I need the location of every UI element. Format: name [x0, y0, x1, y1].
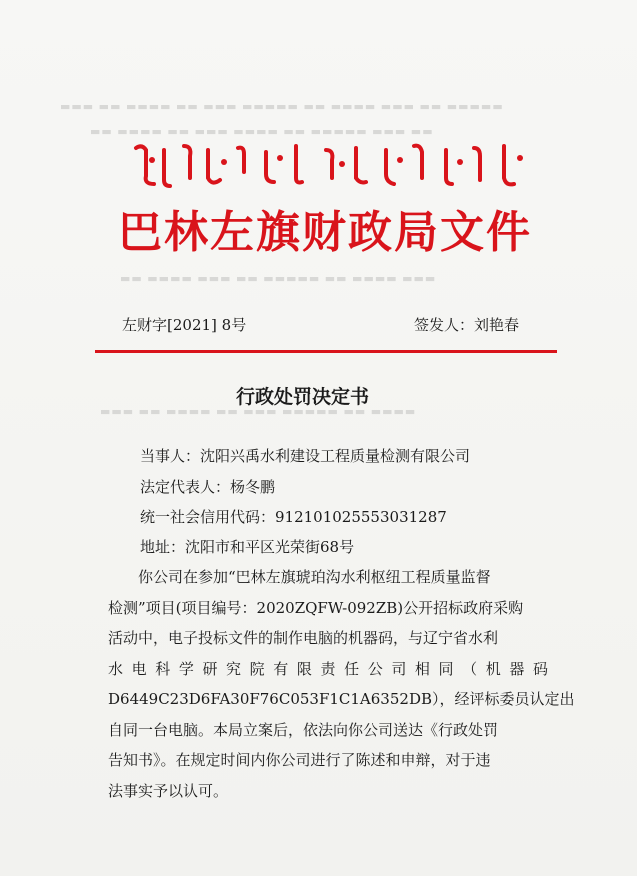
document-number: 左财字[2021] 8号	[122, 316, 247, 334]
body-line: 水电科学研究院有限责任公司相同（机器码	[108, 659, 548, 678]
address-field: 地址：沈阳市和平区光荣街68号	[140, 538, 355, 556]
body-line: 活动中，电子投标文件的制作电脑的机器码，与辽宁省水利	[108, 629, 499, 647]
body-line: 自同一台电脑。本局立案后，依法向你公司送达《行政处罚	[108, 720, 499, 739]
body-line: 你公司在参加“巴林左旗琥珀沟水利枢纽工程质量监督	[138, 568, 491, 586]
bleed-through-line: ▬▬ ▬▬▬▬ ▬▬ ▬▬▬ ▬▬▬▬ ▬▬ ▬▬▬▬▬ ▬▬▬ ▬▬	[90, 125, 434, 138]
body-line: D6449C23D6FA30F76C053F1C1A6352DB），经评标委员认定出	[108, 690, 575, 708]
decision-title: 行政处罚决定书	[236, 386, 370, 408]
red-divider-line	[95, 350, 557, 353]
body-line: 法事实予以认可。	[108, 781, 229, 800]
bleed-through-line: ▬▬ ▬▬▬▬ ▬▬▬ ▬▬ ▬▬▬▬▬ ▬▬ ▬▬▬▬ ▬▬▬	[120, 272, 437, 285]
bleed-through-line: ▬▬▬ ▬▬ ▬▬▬▬ ▬▬ ▬▬▬ ▬▬▬▬▬ ▬▬ ▬▬▬▬ ▬▬▬ ▬▬ ▬▬▬▬▬	[60, 100, 504, 113]
credit-code-field: 统一社会信用代码：912101025553031287	[140, 508, 447, 526]
agency-title: 巴林左旗财政局文件	[118, 207, 532, 258]
party-field: 当事人：沈阳兴禹水利建设工程质量检测有限公司	[140, 447, 471, 465]
bleed-through-line: ▬▬▬ ▬▬ ▬▬▬▬ ▬▬ ▬▬▬ ▬▬▬▬▬ ▬▬ ▬▬▬▬	[100, 405, 417, 418]
mongolian-script-header	[128, 140, 528, 188]
body-line: 告知书》。在规定时间内你公司进行了陈述和申辩，对于违	[108, 751, 491, 769]
decision-body	[108, 562, 575, 806]
issuer-signature: 签发人：刘艳春	[414, 316, 520, 334]
legal-representative-field: 法定代表人：杨冬鹏	[140, 478, 276, 496]
body-line: 检测”项目(项目编号：2020ZQFW-092ZB)公开招标政府采购	[108, 598, 524, 617]
